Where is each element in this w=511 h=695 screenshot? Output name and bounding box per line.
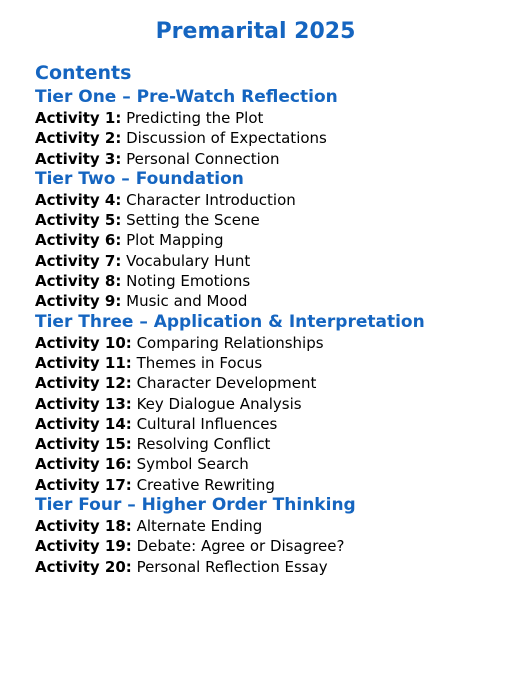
activity-item <box>35 108 505 128</box>
activity-label: Activity 8: <box>35 272 122 291</box>
activity-title: Resolving Conflict <box>136 435 271 454</box>
activity-item <box>35 475 505 495</box>
activity-label: Activity 14: <box>35 414 132 433</box>
activity-item <box>35 373 505 393</box>
activity-item <box>35 230 505 250</box>
activity-label: Activity 15: <box>35 435 132 454</box>
activity-title: Music and Mood <box>126 292 248 311</box>
contents-heading: Contents <box>35 62 132 84</box>
tier-heading: Tier Four – Higher Order Thinking <box>35 495 356 516</box>
activity-item <box>35 333 505 353</box>
activity-title: Discussion of Expectations <box>126 129 327 148</box>
activity-item <box>35 454 505 474</box>
activity-title: Vocabulary Hunt <box>126 251 251 270</box>
table-of-contents <box>35 61 505 577</box>
activity-label: Activity 17: <box>35 475 132 494</box>
tier-two-section <box>35 169 505 312</box>
activity-title: Symbol Search <box>136 455 249 474</box>
activity-title: Predicting the Plot <box>126 109 264 127</box>
activity-item <box>35 557 505 577</box>
activity-label: Activity 11: <box>35 353 132 372</box>
activity-item <box>35 394 505 414</box>
activity-title: Setting the Scene <box>126 211 260 230</box>
activity-title: Plot Mapping <box>126 231 224 250</box>
tier-heading: Tier Three – Application & Interpretation <box>35 311 425 332</box>
activity-label: Activity 4: <box>35 190 122 209</box>
activity-label: Activity 7: <box>35 251 122 270</box>
activity-item <box>35 149 505 169</box>
activity-title: Personal Reflection Essay <box>136 557 328 576</box>
activity-item <box>35 271 505 291</box>
activity-label: Activity 18: <box>35 517 132 536</box>
activity-item <box>35 128 505 148</box>
activity-title: Alternate Ending <box>136 517 263 536</box>
activity-label: Activity 20: <box>35 557 132 576</box>
document-title: Premarital 2025 <box>155 19 356 44</box>
activity-label: Activity 13: <box>35 394 132 413</box>
activity-title: Noting Emotions <box>126 272 251 291</box>
activity-item <box>35 516 505 536</box>
activity-title: Creative Rewriting <box>136 475 275 494</box>
activity-item <box>35 190 505 210</box>
tier-three-section <box>35 312 505 495</box>
activity-item <box>35 291 505 311</box>
tier-four-section <box>35 495 505 577</box>
activity-label: Activity 5: <box>35 211 122 230</box>
activity-title: Personal Connection <box>126 149 280 168</box>
activity-label: Activity 12: <box>35 374 132 393</box>
activity-title: Cultural Influences <box>136 414 278 433</box>
activity-item <box>35 434 505 454</box>
activity-title: Character Introduction <box>126 190 296 209</box>
activity-title: Comparing Relationships <box>136 333 324 352</box>
activity-label: Activity 1: <box>35 109 122 127</box>
activity-title: Debate: Agree or Disagree? <box>136 537 345 556</box>
activity-label: Activity 16: <box>35 455 132 474</box>
activity-label: Activity 10: <box>35 333 132 352</box>
tier-heading: Tier One – Pre-Watch Reflection <box>35 87 338 107</box>
activity-item <box>35 251 505 271</box>
activity-item <box>35 414 505 434</box>
tier-heading: Tier Two – Foundation <box>35 168 244 189</box>
activity-label: Activity 9: <box>35 292 122 311</box>
activity-title: Character Development <box>136 374 317 393</box>
activity-item <box>35 536 505 556</box>
activity-label: Activity 2: <box>35 129 122 148</box>
activity-label: Activity 3: <box>35 149 122 168</box>
activity-title: Key Dialogue Analysis <box>136 394 302 413</box>
activity-label: Activity 6: <box>35 231 122 250</box>
activity-label: Activity 19: <box>35 537 132 556</box>
tier-one-section <box>35 87 505 169</box>
activity-item <box>35 210 505 230</box>
activity-item <box>35 353 505 373</box>
activity-title: Themes in Focus <box>136 353 263 372</box>
